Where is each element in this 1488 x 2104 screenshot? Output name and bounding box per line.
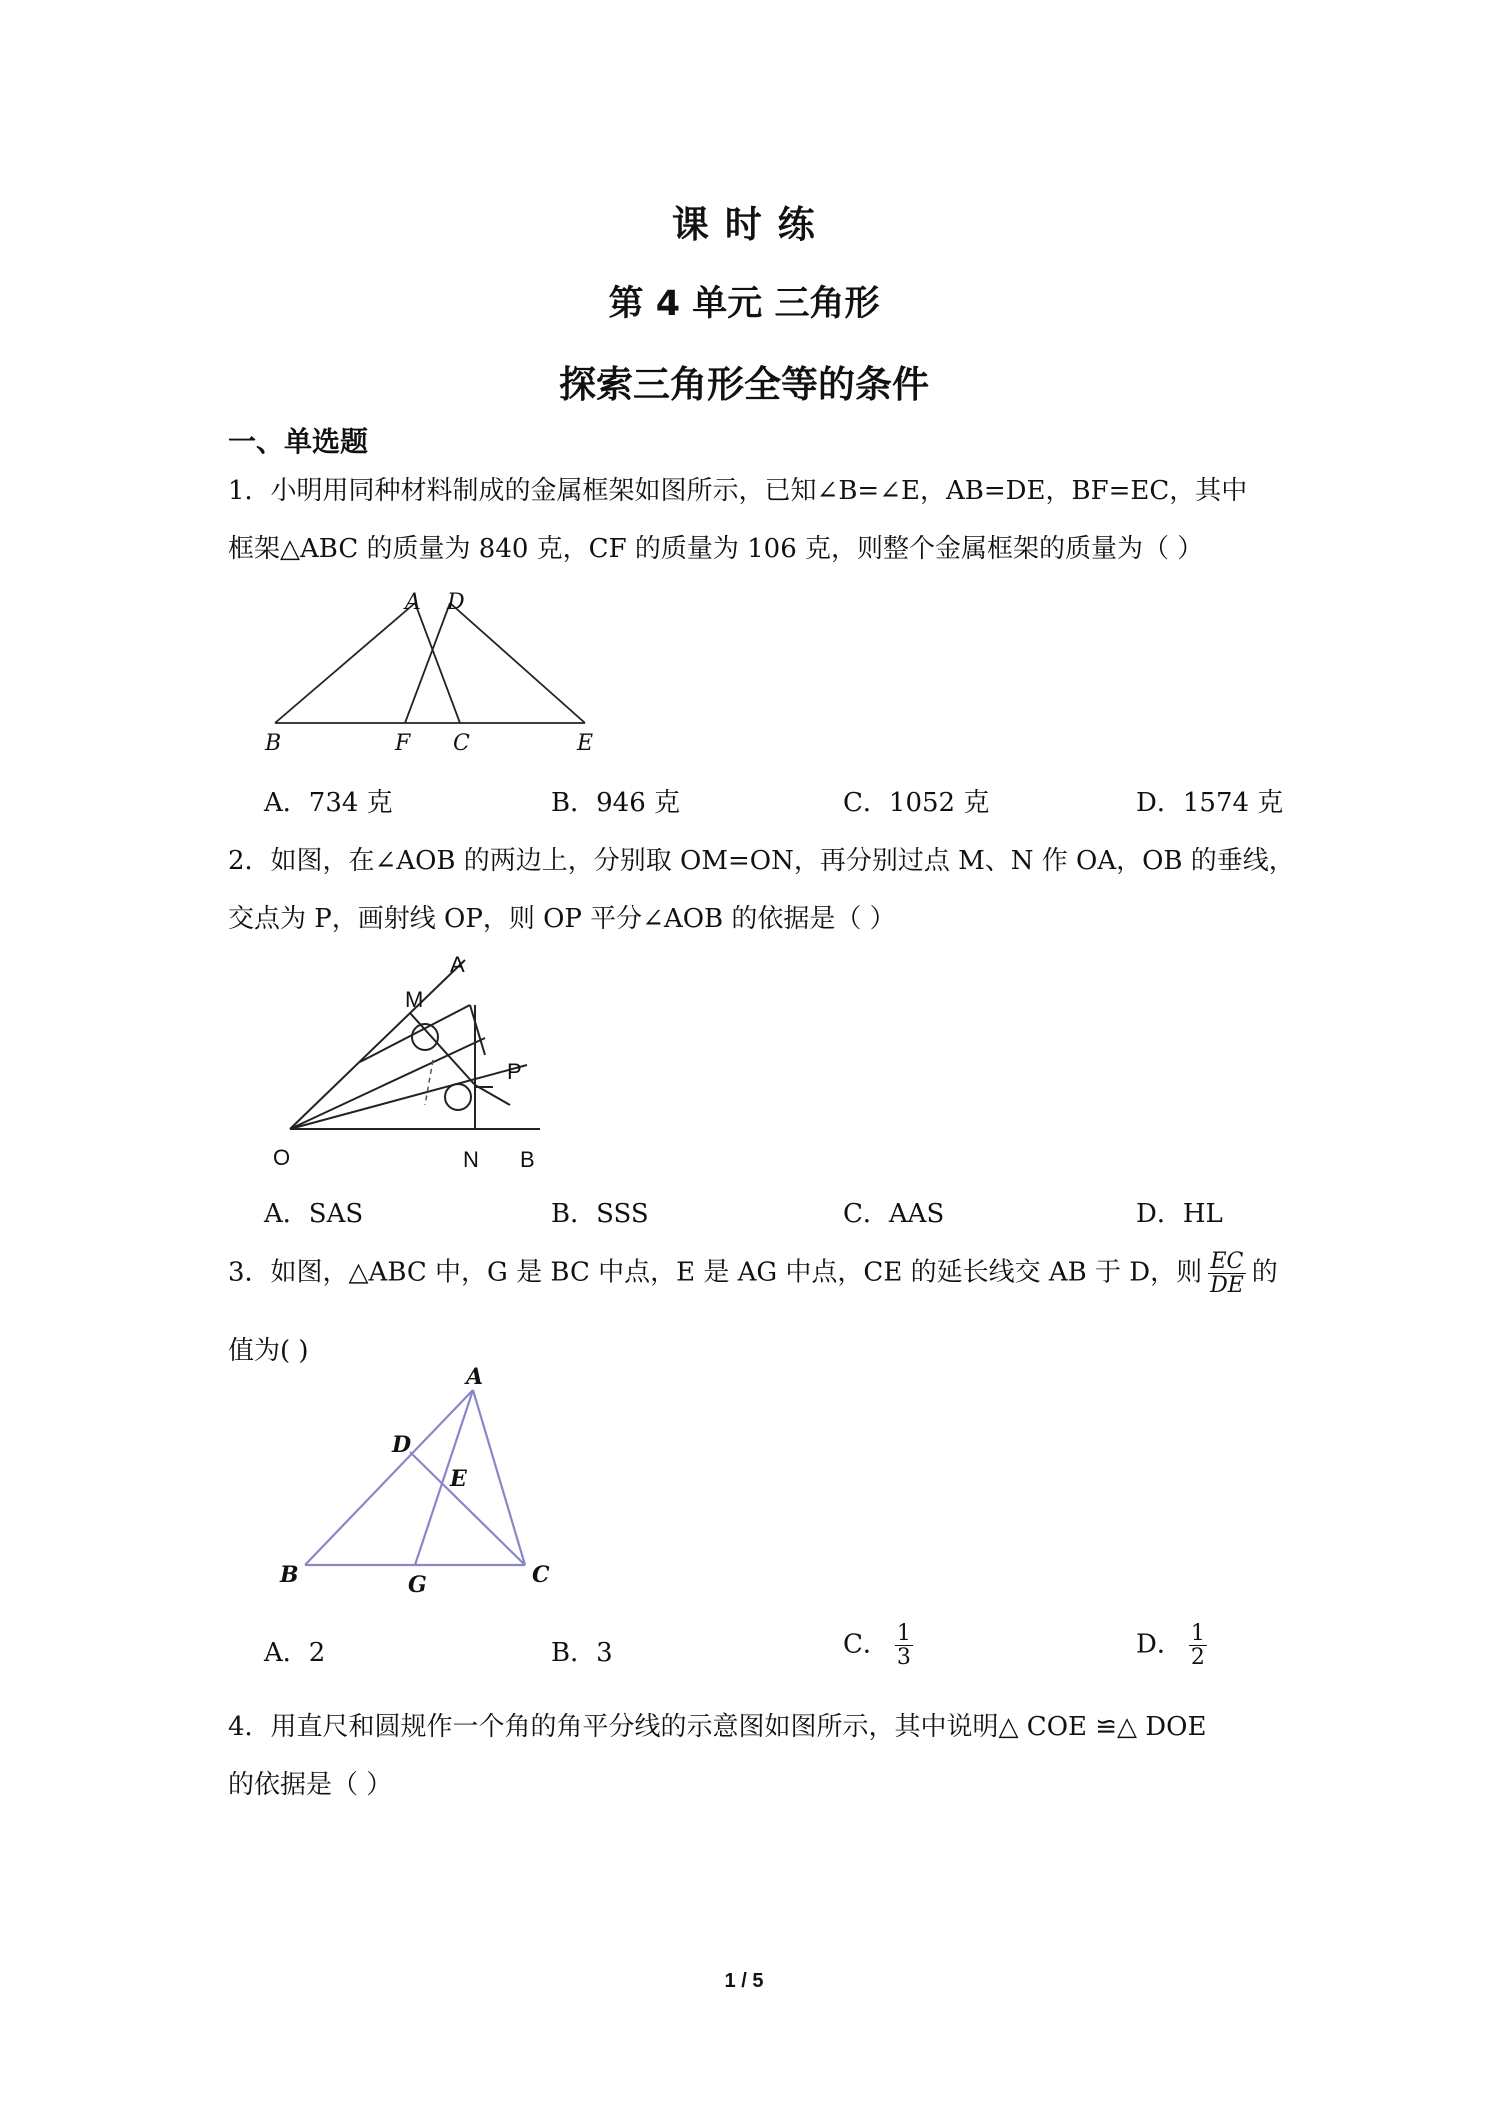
option-letter: C． — [843, 1629, 889, 1660]
q1-option-c — [843, 782, 989, 819]
option-text: SAS — [308, 1199, 364, 1229]
q2-option-c — [843, 1193, 944, 1230]
option-text: SSS — [596, 1199, 649, 1229]
question-3-line-2: 值为( ) — [228, 1336, 309, 1366]
option-text: 1574 克 — [1182, 788, 1284, 818]
q3-option-c — [843, 1622, 919, 1669]
question-4-line-1: 4．用直尺和圆规作一个角的角平分线的示意图如图所示，其中说明△ COE ≌△ DOE — [228, 1712, 1207, 1742]
option-letter: D． — [1136, 788, 1183, 818]
fraction-denominator: 3 — [896, 1645, 911, 1671]
option-text: AAS — [888, 1199, 945, 1229]
label-A: A — [466, 1364, 484, 1390]
worksheet-title: 课 时 练 — [671, 203, 817, 246]
q2-option-b — [551, 1193, 649, 1230]
ratio-ec-de — [1208, 1250, 1246, 1297]
label-C: C — [532, 1562, 550, 1588]
q3-option-d — [1136, 1622, 1213, 1669]
question-2-line-1: 2．如图，在∠AOB 的两边上，分别取 OM=ON，再分别过点 M、N 作 OA，OB 的垂线， — [228, 846, 1295, 876]
option-letter: D． — [1136, 1629, 1183, 1660]
page-number: 1 / 5 — [724, 1970, 764, 1992]
fraction-one-third — [895, 1622, 913, 1669]
label-G: G — [408, 1572, 427, 1598]
fraction-numerator: 1 — [1190, 1621, 1205, 1646]
label-O: O — [273, 1145, 291, 1170]
question-1-line-1: 1．小明用同种材料制成的金属框架如图所示，已知∠B=∠E，AB=DE，BF=EC，其中 — [228, 476, 1248, 506]
option-text: HL — [1182, 1199, 1223, 1229]
option-text: 734 克 — [308, 788, 393, 818]
label-C: C — [453, 731, 470, 756]
option-text: 1052 克 — [888, 788, 990, 818]
question-3-text: 3．如图，△ABC 中，G 是 BC 中点，E 是 AG 中点，CE 的延长线交 AB 于 D，则 — [228, 1257, 1203, 1288]
label-B: B — [520, 1147, 535, 1172]
label-D: D — [447, 590, 465, 615]
option-text: 2 — [308, 1638, 326, 1668]
option-letter: D． — [1136, 1199, 1183, 1229]
q2-option-d — [1136, 1193, 1223, 1230]
fraction-one-half — [1189, 1622, 1207, 1669]
question-3-line-1 — [228, 1250, 1278, 1297]
question-3-text-end: 的 — [1251, 1257, 1278, 1288]
question-2-figure — [265, 945, 565, 1175]
q3-option-a — [264, 1632, 325, 1669]
option-letter: B． — [551, 1199, 597, 1229]
option-letter: A． — [264, 1638, 309, 1668]
option-letter: B． — [551, 1638, 597, 1668]
question-2-line-2: 交点为 P，画射线 OP，则 OP 平分∠AOB 的依据是（ ） — [228, 904, 896, 934]
fraction-numerator: EC — [1208, 1250, 1246, 1274]
label-P: P — [507, 1059, 522, 1084]
topic-title: 探索三角形全等的条件 — [559, 363, 929, 406]
label-N: N — [463, 1147, 479, 1172]
q1-option-a — [264, 782, 393, 819]
label-A: A — [450, 952, 465, 977]
option-letter: C． — [843, 1199, 889, 1229]
fraction-numerator: 1 — [896, 1621, 911, 1646]
option-letter: A． — [264, 788, 309, 818]
label-B: B — [280, 1562, 299, 1588]
question-3-figure — [270, 1364, 570, 1610]
option-letter: A． — [264, 1199, 309, 1229]
label-M: M — [405, 987, 424, 1012]
fraction-denominator: DE — [1210, 1273, 1244, 1299]
label-F: F — [395, 731, 411, 756]
question-1-line-2: 框架△ABC 的质量为 840 克，CF 的质量为 106 克，则整个金属框架的质量为（ ） — [228, 534, 1204, 564]
option-letter: C． — [843, 788, 889, 818]
label-E: E — [450, 1466, 467, 1492]
label-D: D — [392, 1432, 412, 1458]
section-heading: 一、单选题 — [228, 425, 369, 458]
option-letter: B． — [551, 788, 597, 818]
option-text: 946 克 — [596, 788, 681, 818]
label-B: B — [265, 731, 282, 756]
q1-option-b — [551, 782, 680, 819]
label-E: E — [577, 731, 594, 756]
q1-option-d — [1136, 782, 1283, 819]
fraction-denominator: 2 — [1190, 1645, 1205, 1671]
question-4-line-2: 的依据是（ ） — [228, 1770, 393, 1800]
q2-option-a — [264, 1193, 363, 1230]
question-1-figure — [255, 585, 615, 760]
unit-title: 第 4 单元 三角形 — [608, 284, 880, 324]
q3-option-b — [551, 1632, 613, 1669]
label-A: A — [405, 590, 421, 615]
option-text: 3 — [596, 1638, 613, 1668]
